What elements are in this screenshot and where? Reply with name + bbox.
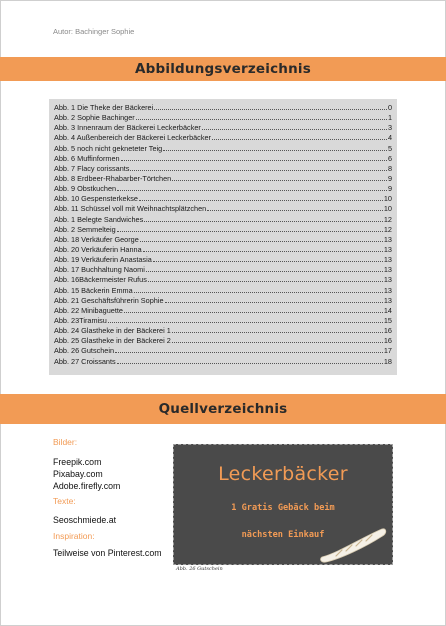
author-line: Autor: Bachinger Sophie (53, 27, 135, 36)
dot-leader (212, 139, 387, 140)
figure-index-label: Abb. 5 noch nicht gekneteter Teig (54, 143, 163, 153)
figure-index-row[interactable] (54, 113, 392, 123)
figure-index-page: 16 (383, 326, 392, 336)
dot-leader (144, 221, 383, 222)
figure-index-row[interactable] (54, 235, 392, 245)
inspiration-source-item: Teilweise von Pinterest.com (53, 548, 162, 558)
figure-index-label: Abb. 6 Muffinformen (54, 153, 120, 163)
figure-index-page: 3 (387, 123, 392, 133)
figure-index-label: Abb. 8 Erdbeer-Rhabarber-Törtchen (54, 173, 172, 183)
figure-index-page: 13 (383, 234, 392, 244)
dot-leader (172, 342, 383, 343)
figure-index-label: Abb. 18 Verkäufer George (54, 234, 139, 244)
figure-index-row[interactable] (54, 306, 392, 316)
figure-index-row[interactable] (54, 133, 392, 143)
figure-index-page: 9 (387, 184, 392, 194)
figure-index-label: Abb. 1 Belegte Sandwiches (54, 214, 144, 224)
dot-leader (130, 170, 387, 171)
dot-leader (124, 312, 383, 313)
figure-index-page: 16 (383, 336, 392, 346)
dot-leader (115, 352, 383, 353)
sources-heading: Quellverzeichnis (158, 401, 288, 417)
dot-leader (136, 119, 387, 120)
voucher-image (173, 444, 393, 565)
dot-leader (148, 281, 383, 282)
figure-index-row[interactable] (54, 174, 392, 184)
figure-index-page: 9 (387, 173, 392, 183)
images-sources-list (53, 456, 120, 492)
dot-leader (146, 271, 383, 272)
figure-index-row[interactable] (54, 286, 392, 296)
figure-index-label: Abb. 27 Croissants (54, 356, 116, 366)
figure-index-label: Abb. 11 Schüssel voll mit Weihnachtsplätzchen (54, 204, 207, 214)
figure-index-row[interactable] (54, 336, 392, 346)
dot-leader (207, 210, 383, 211)
figure-index-label: Abb. 21 Geschäftsführerin Sophie (54, 295, 164, 305)
figure-index-label: Abb. 10 Gespensterkekse (54, 194, 138, 204)
texts-sources-list (53, 514, 116, 526)
figure-index-label: Abb. 15 Bäckerin Emma (54, 285, 133, 295)
inspiration-sources-heading: Inspiration: (53, 531, 95, 541)
baguette-icon (318, 523, 388, 563)
figure-index-page: 12 (383, 224, 392, 234)
figure-index-row[interactable] (54, 326, 392, 336)
figure-index-label: Abb. 26 Gutschein (54, 346, 115, 356)
images-sources-heading: Bilder: (53, 437, 78, 447)
dot-leader (134, 292, 383, 293)
images-source-item: Adobe.firefly.com (53, 481, 121, 491)
figure-index-page: 13 (383, 255, 392, 265)
texts-sources-heading: Texte: (53, 496, 76, 506)
images-source-item: Pixabay.com (53, 469, 103, 479)
figure-index-row[interactable] (54, 346, 392, 356)
figure-index-label: Abb. 2 Semmelteig (54, 224, 116, 234)
dot-leader (165, 302, 383, 303)
figure-index-label: Abb. 2 Sophie Bachinger (54, 113, 135, 123)
figure-index-row[interactable] (54, 164, 392, 174)
figure-index-page: 10 (383, 194, 392, 204)
dot-leader (172, 332, 383, 333)
figure-index-page: 13 (383, 295, 392, 305)
figure-index-label: Abb. 17 Buchhaltung Naomi (54, 265, 145, 275)
figure-index-row[interactable] (54, 154, 392, 164)
sources-heading-band (0, 394, 446, 424)
figure-index-label: Abb. 4 Außenbereich der Bäckerei Leckerbäcker (54, 133, 211, 143)
dot-leader (108, 322, 383, 323)
texts-source-item: Seoschmiede.at (53, 515, 117, 525)
figure-index-label: Abb. 20 Verkäuferin Hanna (54, 244, 142, 254)
figure-index-row[interactable] (54, 144, 392, 154)
voucher-offer-line-2: nächsten Einkauf (241, 530, 325, 540)
figure-index-page: 6 (387, 153, 392, 163)
dot-leader (154, 109, 387, 110)
figures-heading-band (0, 57, 446, 81)
figure-index-label: Abb. 7 Flacy corissants (54, 163, 130, 173)
figure-index-row[interactable] (54, 204, 392, 214)
dot-leader (117, 231, 383, 232)
figure-index-page: 12 (383, 214, 392, 224)
dot-leader (163, 150, 387, 151)
figure-index-label: Abb. 9 Obstkuchen (54, 184, 117, 194)
figure-index-row[interactable] (54, 245, 392, 255)
figure-index-label: Abb. 16Bäckermeister Rufus (54, 275, 147, 285)
figure-index-box (49, 99, 397, 375)
dot-leader (153, 261, 383, 262)
voucher-offer-line-1: 1 Gratis Gebäck beim (231, 503, 335, 513)
figure-index-page: 13 (383, 275, 392, 285)
figure-index-page: 13 (383, 285, 392, 295)
figure-index-row[interactable] (54, 103, 392, 113)
figure-index-row[interactable] (54, 296, 392, 306)
figure-index-row[interactable] (54, 123, 392, 133)
figure-index-page: 10 (383, 204, 392, 214)
dot-leader (140, 241, 383, 242)
figure-index-page: 4 (387, 133, 392, 143)
figure-index-label: Abb. 25 Glastheke in der Bäckerei 2 (54, 336, 171, 346)
figure-index-list (54, 103, 392, 367)
figure-index-row[interactable] (54, 316, 392, 326)
figure-index-page: 1 (387, 113, 392, 123)
figure-index-row[interactable] (54, 265, 392, 275)
dot-leader (143, 251, 383, 252)
figure-index-page: 14 (383, 305, 392, 315)
figure-index-page: 17 (383, 346, 392, 356)
figure-index-row[interactable] (54, 275, 392, 285)
figure-index-row[interactable] (54, 215, 392, 225)
figure-index-row[interactable] (54, 255, 392, 265)
figure-index-row[interactable] (54, 184, 392, 194)
figure-index-row[interactable] (54, 194, 392, 204)
figure-index-label: Abb. 24 Glastheke in der Bäckerei 1 (54, 326, 171, 336)
voucher-caption: Abb. 26 Gutschein (176, 566, 223, 572)
inspiration-sources-list (53, 547, 162, 559)
figure-index-page: 8 (387, 163, 392, 173)
voucher-brand: Leckerbäcker (218, 463, 348, 485)
figure-index-row[interactable] (54, 357, 392, 367)
figure-index-page: 18 (383, 356, 392, 366)
images-source-item: Freepik.com (53, 457, 102, 467)
figure-index-label: Abb. 1 Die Theke der Bäckerei (54, 103, 154, 112)
figure-index-page: 13 (383, 244, 392, 254)
figure-index-label: Abb. 3 Innenraum der Bäckerei Leckerbäcker (54, 123, 201, 133)
figure-index-label: Abb. 23Tiramisu (54, 315, 107, 325)
figure-index-page: 13 (383, 265, 392, 275)
dot-leader (172, 180, 387, 181)
dot-leader (139, 200, 383, 201)
figure-index-page: 5 (387, 143, 392, 153)
dot-leader (117, 363, 383, 364)
figure-index-row[interactable] (54, 225, 392, 235)
figure-index-page: 15 (383, 315, 392, 325)
dot-leader (202, 129, 387, 130)
figures-heading: Abbildungsverzeichnis (135, 61, 311, 77)
dot-leader (117, 190, 387, 191)
figure-index-page: 0 (387, 103, 392, 112)
figure-index-label: Abb. 22 Minibaguette (54, 305, 123, 315)
figure-index-label: Abb. 19 Verkäuferin Anastasia (54, 255, 152, 265)
dot-leader (121, 160, 387, 161)
